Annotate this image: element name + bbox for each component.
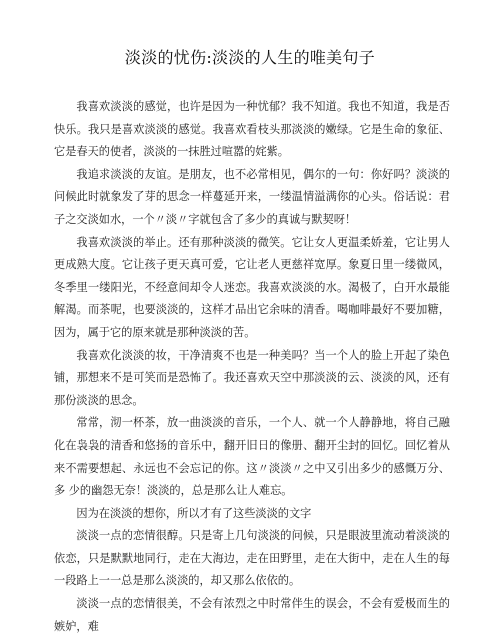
paragraph: 常常，沏一杯茶，放一曲淡淡的音乐，一个人、就一个人静静地，将自己融 化在袅袅的清香和悠扬的音乐中，翻开旧日的像册、翻开尘封的回忆。回忆着从 来不需要想起、永远也不会忘记的你。这〃淡淡〃之中又引出多少的感慨万分、多 少的幽怨无奈！淡淡的，总是那么让人难忘。 <box>54 416 450 498</box>
paragraph: 我追求淡淡的友谊。是朋友，也不必常相见，偶尔的一句：你好吗？淡淡的 问候此时就象发了芽的思念一样蔓延开来，一缕温情溢满你的心头。俗话说：君 子之交淡如水，一个〃淡〃字就包含了多少的真诚与默契呀！ <box>54 167 450 226</box>
paragraph: 我喜欢淡淡的举止。还有那种淡淡的微笑。它让女人更温柔娇羞，它让男人 更成熟大度。它让孩子更天真可爱，它让老人更慈祥宽厚。象夏日里一缕微风， 冬季里一缕阳光，不经意间却令人迷恋。我喜欢淡淡的水。渴极了，白开水最能 解渴。而茶呢，也要淡淡的，这样才品出它余味的清香。喝咖啡最好不要加糖， 因为，属于它的原来就是那种淡淡的苦。 <box>54 235 450 339</box>
paragraph: 我喜欢化淡淡的妆，干净清爽不也是一种美吗？当一个人的脸上开起了染色 铺，那想来不是可笑而是恐怖了。我还喜欢天空中那淡淡的云、淡淡的风，还有 那份淡淡的思念。 <box>54 348 450 407</box>
paragraph: 淡淡一点的恋情很美，不会有浓烈之中时常伴生的误会，不会有爱极而生的嫉妒，难 <box>54 597 450 633</box>
document-body <box>54 96 450 638</box>
paragraph: 我喜欢淡淡的感觉，也许是因为一种忧郁？我不知道。我也不知道，我是否 快乐。我只是喜欢淡淡的感觉。我喜欢看枝头那淡淡的嫩绿。它是生命的象征、 它是春天的使者，淡淡的一抹胜过喧嚣的姹紫。 <box>54 100 450 159</box>
document-title: 淡淡的忧伤:淡淡的人生的唯美句子 <box>124 48 376 67</box>
paragraph: 淡淡一点的恋情很醇。只是寄上几句淡淡的问候，只是眼波里流动着淡淡的 依恋，只是默默地同行，走在大海边，走在田野里，走在大街中，走在人生的每 一段路上一一总是那么淡淡的，却又那么依依的。 <box>54 529 450 588</box>
paragraph: 因为在淡淡的想你，所以才有了这些淡淡的文字 <box>76 506 312 520</box>
